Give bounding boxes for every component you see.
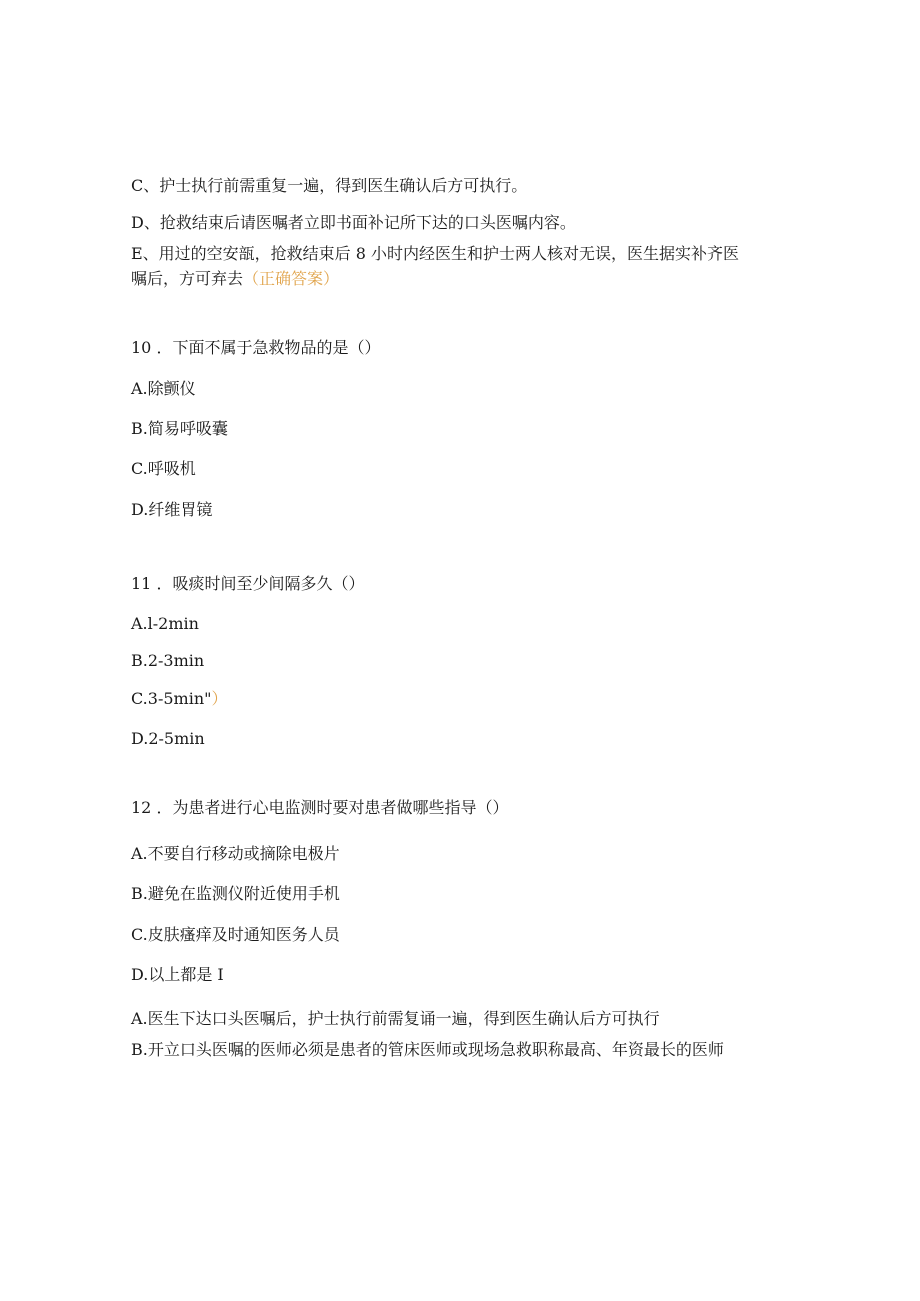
question-text: ．为患者进行心电监测时要对患者做哪些指导（） <box>156 798 509 817</box>
prev-option-e-line1: E、用过的空安瓿，抢救结束后 8 小时内经医生和护士两人核对无误，医生据实补齐医 <box>131 244 740 263</box>
question-12-stem <box>131 797 508 819</box>
trailing-option-b: B.开立口头医嘱的医师必须是患者的管床医师或现场急救职称最高、年资最长的医师 <box>131 1040 724 1059</box>
question-12-option-c: C.皮肤瘙痒及时通知医务人员 <box>131 925 340 944</box>
question-12-option-b: B.避免在监测仪附近使用手机 <box>131 884 340 903</box>
question-10-option-a: A.除颤仪 <box>131 379 196 398</box>
prev-option-d: D、抢救结束后请医嘱者立即书面补记所下达的口头医嘱内容。 <box>131 213 576 232</box>
question-number: 10 <box>131 338 152 357</box>
question-12-option-a: A.不要自行移动或摘除电极片 <box>131 844 340 863</box>
question-10-stem <box>131 337 380 359</box>
question-text: ．下面不属于急救物品的是（） <box>156 338 381 357</box>
question-10-option-b: B.简易呼吸囊 <box>131 419 228 438</box>
question-12-option-d: D.以上都是 I <box>131 965 224 984</box>
option-text: C.3-5min" <box>131 689 212 708</box>
question-number: 11 <box>131 574 152 593</box>
question-11-option-b: B.2-3min <box>131 651 205 670</box>
question-10-option-d: D.纤维胃镜 <box>131 500 213 519</box>
question-11-option-c <box>131 688 228 710</box>
question-11-option-d: D.2-5min <box>131 729 205 748</box>
question-10-option-c: C.呼吸机 <box>131 459 196 478</box>
prev-option-e-text: 嘱后，方可弃去 <box>131 269 244 288</box>
prev-option-c: C、护士执行前需重复一遍，得到医生确认后方可执行。 <box>131 176 528 195</box>
trailing-option-a: A.医生下达口头医嘱后，护士执行前需复诵一遍，得到医生确认后方可执行 <box>131 1009 660 1028</box>
question-11-option-a: A.l-2min <box>131 614 199 633</box>
question-11-stem <box>131 573 364 595</box>
question-number: 12 <box>131 798 152 817</box>
prev-option-e-line2 <box>131 268 339 290</box>
question-text: ．吸痰时间至少间隔多久（） <box>156 574 365 593</box>
correct-answer-mark: ） <box>211 689 228 708</box>
correct-answer-mark: （正确答案） <box>243 269 340 288</box>
